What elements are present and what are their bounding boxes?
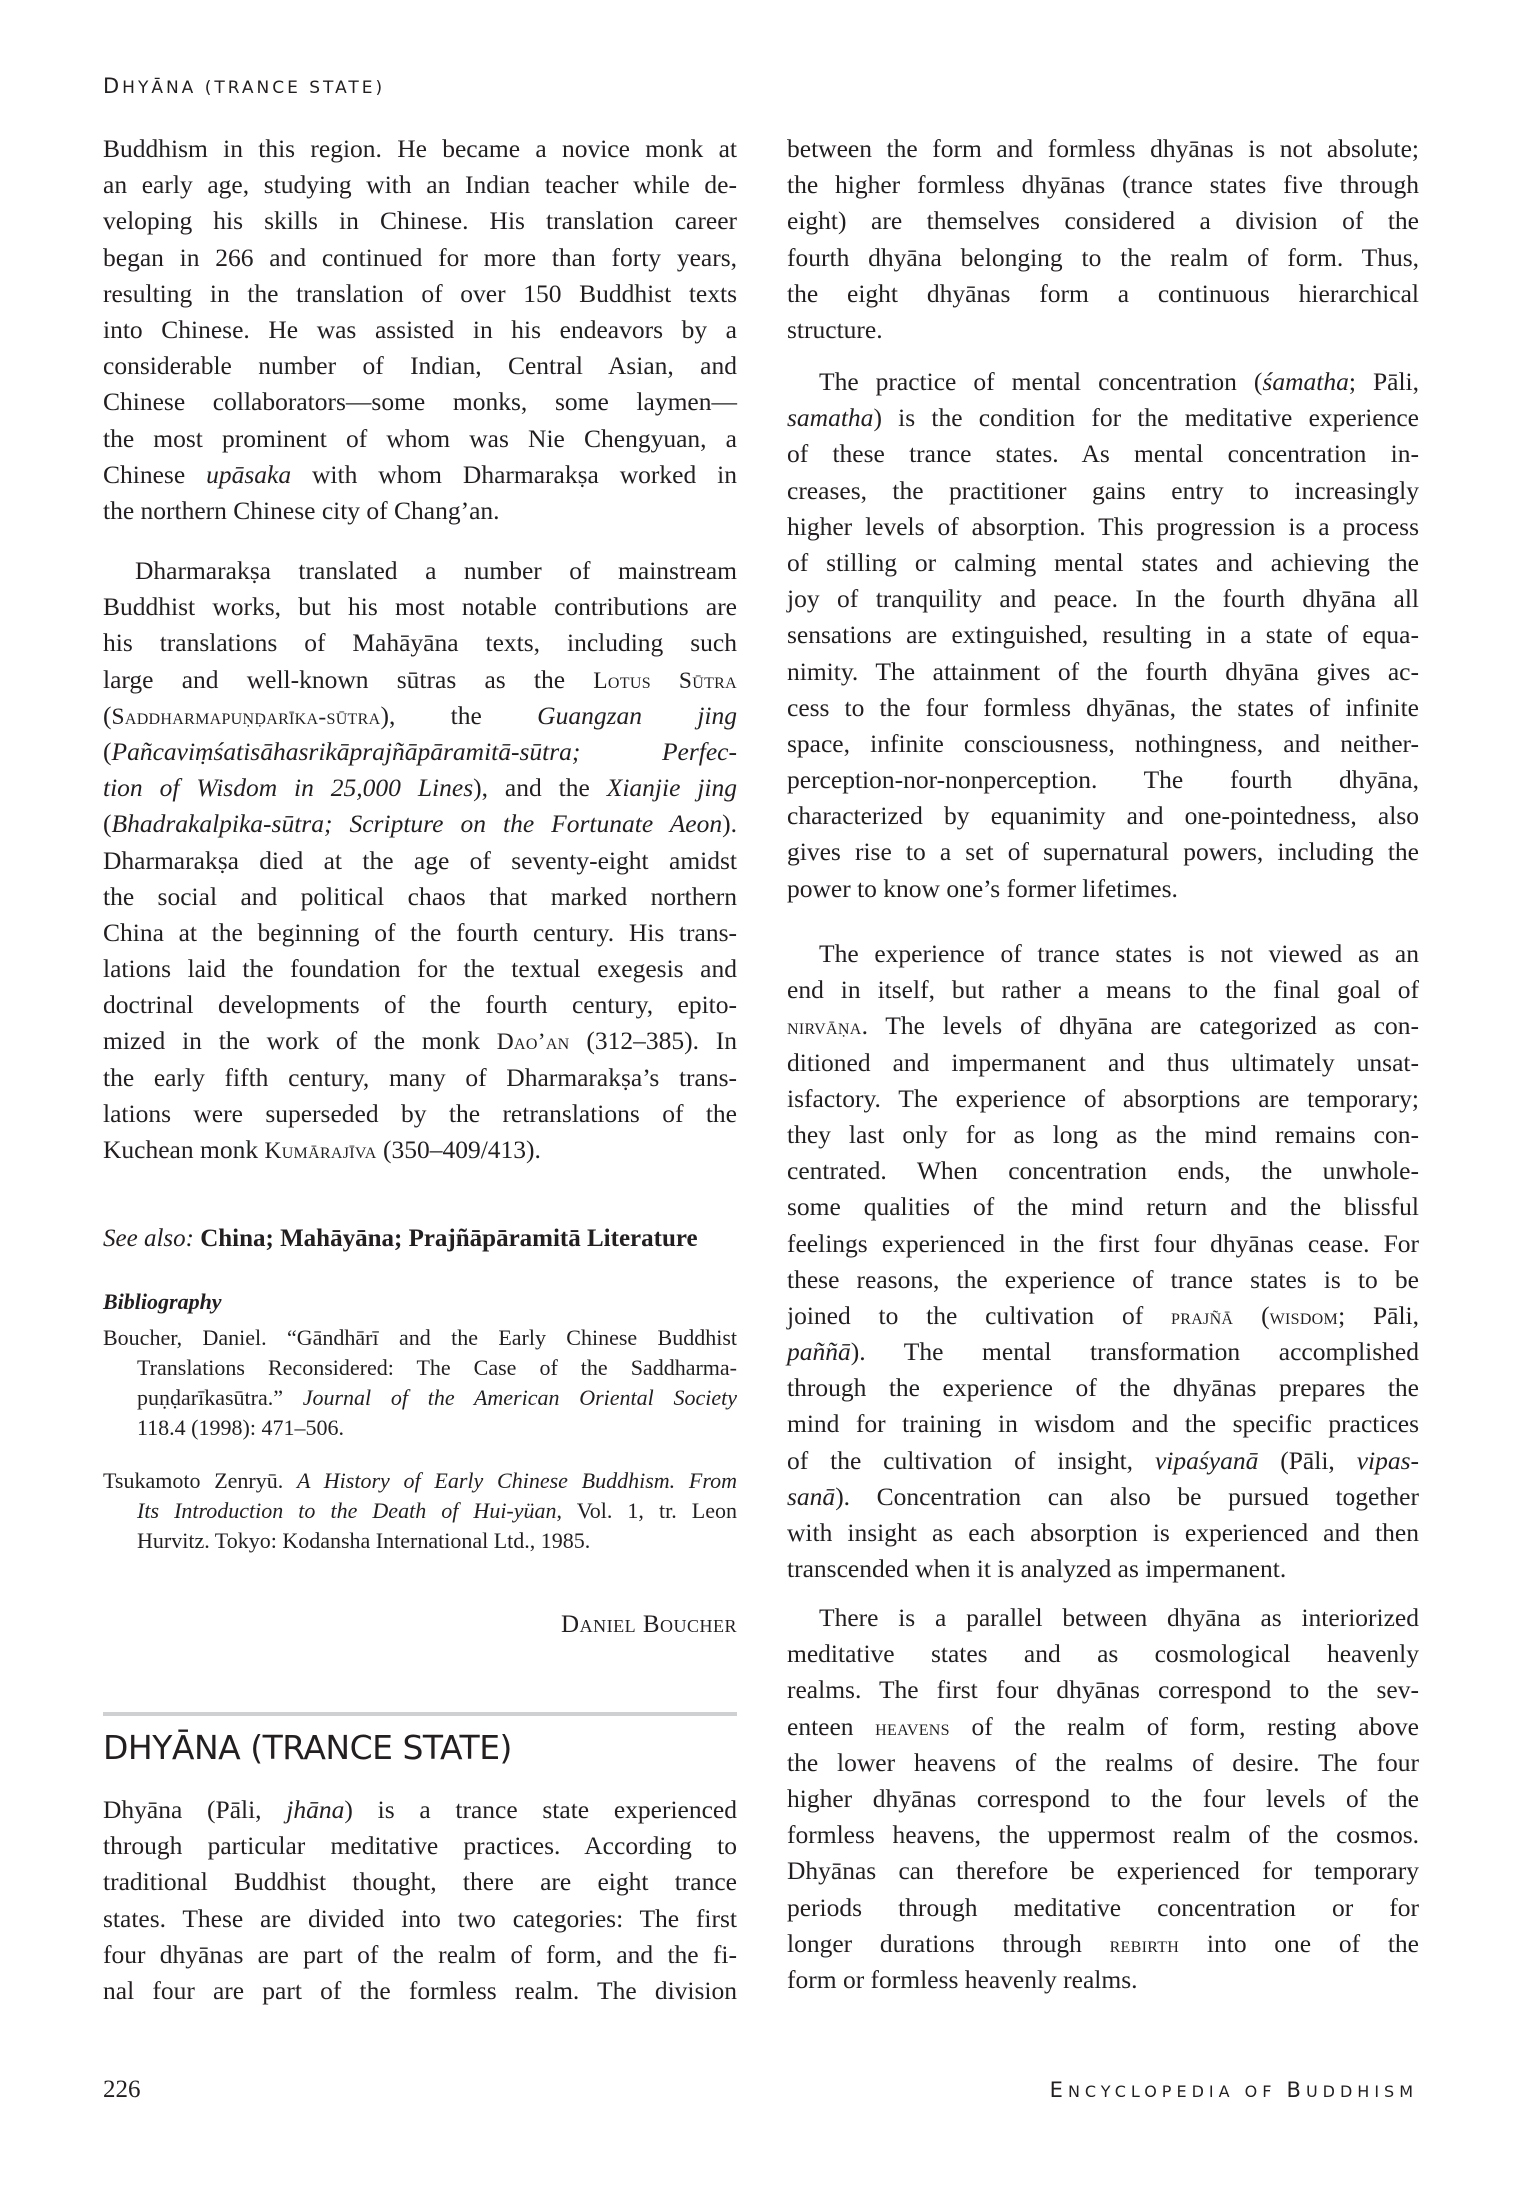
- text-span: (: [103, 809, 112, 839]
- paragraph-dharmaraksa-bio: [103, 131, 737, 529]
- text-span: ; Pāli,: [1348, 367, 1419, 396]
- text-span: (Pāli,: [1258, 1445, 1357, 1475]
- running-head: [103, 74, 385, 98]
- text-span: joined to the cultivation of: [787, 1300, 1172, 1330]
- text-span: (: [1233, 1300, 1270, 1330]
- cross-reference-link[interactable]: wisdom: [1269, 1303, 1339, 1330]
- text-line: centrated. When concentration ends, the unwhole-: [787, 1156, 1419, 1186]
- cross-reference-link[interactable]: Dao’an: [496, 1029, 570, 1056]
- text-span: ; Pāli,: [1338, 1300, 1419, 1330]
- cross-reference-link[interactable]: rebirth: [1109, 1931, 1180, 1958]
- bib-line: [103, 1496, 737, 1526]
- cross-reference-link[interactable]: Lotus Sūtra: [593, 667, 737, 694]
- paragraph-trance-not-end: [787, 936, 1419, 1587]
- text-line: Buddhist works, but his most notable contributions are: [103, 592, 737, 622]
- text-line: Dharmarakṣa translated a number of mainstream: [135, 556, 737, 585]
- text-span: enteen: [787, 1711, 876, 1741]
- see-also-links[interactable]: China; Mahāyāna; Prajñāpāramitā Literature: [193, 1225, 698, 1252]
- section-divider: [103, 1712, 737, 1716]
- text-line: perception-nor-nonperception. The fourth dhyāna,: [787, 765, 1419, 795]
- text-line: space, infinite consciousness, nothingness, and neither-: [787, 728, 1419, 758]
- text-line: power to know one’s former lifetimes.: [787, 873, 1178, 903]
- italic-term: upāsaka: [206, 459, 292, 489]
- text-line: [787, 364, 1419, 400]
- text-line: of these trance states. As mental concentration in-: [787, 439, 1419, 469]
- text-line: formless heavens, the uppermost realm of the cosmos.: [787, 1820, 1419, 1850]
- text-span: Dhyāna (Pāli,: [103, 1795, 287, 1824]
- bib-line: 118.4 (1998): 471–506.: [137, 1415, 344, 1440]
- text-line: the social and political chaos that marked northern: [103, 881, 737, 911]
- text-line: [103, 1023, 737, 1059]
- text-line: [103, 1132, 737, 1168]
- text-line: through the experience of the dhyānas prepares the: [787, 1373, 1419, 1403]
- text-line: form or formless heavenly realms.: [787, 1964, 1138, 1994]
- text-span: The practice of mental concentration (: [819, 367, 1263, 396]
- text-line: [787, 1008, 1419, 1044]
- text-line: fourth dhyāna belonging to the realm of form. Thus,: [787, 242, 1419, 272]
- text-line: the northern Chinese city of Chang’an.: [103, 495, 500, 525]
- text-line: [787, 1443, 1419, 1479]
- text-line: Buddhism in this region. He became a novice monk at: [103, 134, 737, 163]
- text-line: considerable number of Indian, Central Asian, and: [103, 351, 737, 381]
- text-span: into one of the: [1179, 1928, 1419, 1958]
- text-span: of the realm of form, resting above: [949, 1711, 1419, 1741]
- bib-line: Boucher, Daniel. “Gāndhārī and the Early Chinese Buddhist: [103, 1325, 737, 1350]
- text-line: nimity. The attainment of the fourth dhyāna gives ac-: [787, 656, 1419, 686]
- page-number: 226: [103, 2076, 141, 2103]
- running-head-initial: D: [103, 74, 123, 98]
- text-line: joy of tranquility and peace. In the fourth dhyāna all: [787, 584, 1419, 614]
- italic-term: paññā: [787, 1337, 851, 1367]
- text-line: [787, 1334, 1419, 1370]
- text-span: Chinese: [103, 459, 207, 489]
- text-span: (: [103, 736, 112, 766]
- text-line: China at the beginning of the fourth century. His trans-: [103, 917, 737, 947]
- text-line: [787, 1298, 1419, 1334]
- text-line: of stilling or calming mental states and achieving the: [787, 547, 1419, 577]
- cross-reference-link[interactable]: Kumārajīva: [264, 1138, 377, 1164]
- text-line: four dhyānas are part of the realm of form, and the fi-: [103, 1939, 737, 1969]
- text-line: cess to the four formless dhyānas, the states of infinite: [787, 692, 1419, 722]
- text-span: longer durations through: [787, 1928, 1110, 1958]
- text-line: these reasons, the experience of trance states is to be: [787, 1264, 1419, 1294]
- footer-initial: B: [1286, 2078, 1306, 2102]
- italic-term: sanā: [787, 1481, 836, 1511]
- text-line: mind for training in wisdom and the specific practices: [787, 1409, 1419, 1439]
- text-line: they last only for as long as the mind remains con-: [787, 1119, 1419, 1149]
- bib-line: [103, 1466, 737, 1496]
- text-line: the early fifth century, many of Dharmarakṣa’s trans-: [103, 1062, 737, 1092]
- text-line: [103, 770, 737, 806]
- text-line: Dharmarakṣa died at the age of seventy-eight amidst: [103, 845, 737, 875]
- text-line: [787, 1926, 1419, 1962]
- text-line: [787, 400, 1419, 436]
- text-span: Tsukamoto Zenryū.: [103, 1468, 297, 1493]
- footer-text: UDDHISM: [1305, 2082, 1418, 2101]
- book-title: A History of Early Chinese Buddhism. From: [297, 1468, 738, 1493]
- text-span: ) is a trance state experienced: [344, 1795, 738, 1824]
- text-span: (: [103, 700, 112, 730]
- text-line: sensations are extinguished, resulting in a state of equa-: [787, 620, 1419, 650]
- text-line: end in itself, but rather a means to the final goal of: [787, 975, 1419, 1005]
- text-span: mized in the work of the monk: [103, 1026, 497, 1056]
- text-span: ) is the condition for the meditative experience: [873, 403, 1419, 433]
- text-span: ).: [722, 809, 737, 839]
- text-line: Chinese collaborators—some monks, some laymen—: [103, 387, 737, 417]
- text-line: higher dhyānas correspond to the four levels of the: [787, 1783, 1419, 1813]
- text-line: the lower heavens of the realms of desire. The four: [787, 1747, 1419, 1777]
- cross-reference-link[interactable]: prajñā: [1171, 1303, 1234, 1330]
- text-span: (350–409/413).: [376, 1135, 541, 1164]
- text-line: [103, 806, 737, 842]
- text-line: his translations of Mahāyāna texts, including such: [103, 628, 737, 658]
- running-head-text: HYĀNA (TRANCE STATE): [122, 78, 386, 98]
- text-line: [103, 662, 737, 698]
- text-line: traditional Buddhist thought, there are eight trance: [103, 1867, 737, 1897]
- see-also: [103, 1221, 737, 1257]
- text-span: , Vol. 1, tr. Leon: [556, 1498, 737, 1523]
- bibliography-entry: [103, 1466, 737, 1556]
- text-line: with insight as each absorption is experienced and then: [787, 1518, 1419, 1547]
- text-line: into Chinese. He was assisted in his endeavors by a: [103, 314, 737, 344]
- text-line: nal four are part of the formless realm. The division: [103, 1975, 737, 2005]
- cross-reference-link[interactable]: Saddharmapuṇḍarīka-sūtra: [111, 703, 381, 730]
- bib-line: Translations Reconsidered: The Case of the Saddharma-: [137, 1355, 737, 1380]
- text-line: [103, 457, 737, 493]
- text-line: gives rise to a set of supernatural powers, including the: [787, 837, 1419, 867]
- bibliography-title: Bibliography: [103, 1289, 222, 1314]
- paragraph-mental-concentration: [787, 364, 1419, 907]
- text-line: an early age, studying with an Indian teacher while de-: [103, 170, 737, 200]
- cross-reference-link[interactable]: heavens: [875, 1714, 950, 1741]
- italic-term: vipaśyanā: [1154, 1445, 1259, 1475]
- text-span: ), the: [380, 700, 538, 730]
- text-line: periods through meditative concentration or for: [787, 1892, 1419, 1922]
- text-line: The experience of trance states is not viewed as an: [819, 939, 1419, 968]
- text-line: resulting in the translation of over 150 Buddhist texts: [103, 278, 737, 308]
- text-span: of the cultivation of insight,: [787, 1445, 1155, 1475]
- text-line: realms. The first four dhyānas correspond to the sev-: [787, 1675, 1419, 1705]
- text-line: higher levels of absorption. This progression is a process: [787, 511, 1419, 541]
- footer-text: NCYCLOPEDIA OF: [1067, 2082, 1287, 2101]
- text-line: Dhyānas can therefore be experienced for temporary: [787, 1856, 1419, 1886]
- bib-line: [103, 1383, 737, 1413]
- text-line: creases, the practitioner gains entry to increasingly: [787, 475, 1419, 505]
- text-line: some qualities of the mind return and the blissful: [787, 1192, 1419, 1222]
- text-line: states. These are divided into two categories: The first: [103, 1903, 737, 1933]
- see-also-label: See also:: [103, 1225, 194, 1252]
- text-span: . The levels of dhyāna are categorized as con-: [861, 1011, 1419, 1041]
- paragraph-dhyana-intro: [103, 1792, 737, 2009]
- text-line: feelings experienced in the first four dhyānas cease. For: [787, 1228, 1419, 1258]
- paragraph-cosmological-parallel: [787, 1600, 1419, 1998]
- text-line: lations were superseded by the retranslations of the: [103, 1098, 737, 1128]
- text-span: large and well-known sūtras as the: [103, 664, 594, 694]
- author-signature: Daniel Boucher: [561, 1611, 737, 1638]
- text-span: Kuchean monk: [103, 1135, 265, 1164]
- text-span: ). The mental transformation accomplished: [850, 1337, 1419, 1367]
- italic-term: śamatha: [1262, 367, 1349, 396]
- text-span: (312–385). In: [569, 1026, 737, 1056]
- text-span: ), and the: [473, 773, 607, 803]
- text-line: [103, 698, 737, 734]
- text-line: [787, 1479, 1419, 1515]
- text-line: structure.: [787, 314, 883, 344]
- text-line: [103, 734, 737, 770]
- book-title: Its Introduction to the Death of Hui-yüan: [137, 1498, 557, 1523]
- text-line: between the form and formless dhyānas is not absolute;: [787, 134, 1419, 163]
- text-line: lations laid the foundation for the textual exegesis and: [103, 954, 737, 984]
- italic-term: Guangzan jing: [537, 700, 737, 730]
- text-line: There is a parallel between dhyāna as interiorized: [819, 1603, 1419, 1632]
- text-line: eight) are themselves considered a division of the: [787, 206, 1419, 236]
- bib-line: Hurvitz. Tokyo: Kodansha International Ltd., 1985.: [137, 1528, 591, 1553]
- text-line: doctrinal developments of the fourth century, epito-: [103, 990, 737, 1020]
- bibliography-entry: [103, 1323, 737, 1443]
- text-span: with whom Dharmarakṣa worked in: [291, 459, 737, 489]
- paragraph-dharmaraksa-translations: [103, 553, 737, 1168]
- text-line: isfactory. The experience of absorptions are temporary;: [787, 1083, 1419, 1113]
- text-line: [787, 1709, 1419, 1745]
- italic-term: samatha: [787, 403, 874, 433]
- text-line: characterized by equanimity and one-pointedness, also: [787, 801, 1419, 831]
- text-line: began in 266 and continued for more than forty years,: [103, 242, 737, 272]
- text-line: transcended when it is analyzed as impermanent.: [787, 1554, 1287, 1584]
- text-line: through particular meditative practices. According to: [103, 1831, 737, 1861]
- italic-term: Bhadrakalpika-sūtra; Scripture on the Fortunate Aeon: [111, 809, 723, 839]
- italic-term: tion of Wisdom in 25,000 Lines: [103, 773, 474, 803]
- text-line: meditative states and as cosmological heavenly: [787, 1639, 1419, 1669]
- text-line: the most prominent of whom was Nie Chengyuan, a: [103, 423, 737, 453]
- text-span: puṇḍarīkasūtra.”: [137, 1385, 303, 1410]
- italic-term: Xianjie jing: [606, 773, 737, 803]
- paragraph-form-formless: [787, 131, 1419, 348]
- italic-term: Pañcaviṃśatisāhasrikāprajñāpāramitā-sūtra; Perfec-: [111, 736, 737, 766]
- text-line: veloping his skills in Chinese. His translation career: [103, 206, 737, 236]
- footer-book-title: [1050, 2078, 1418, 2102]
- text-line: ditioned and impermanent and thus ultimately unsat-: [787, 1047, 1419, 1077]
- text-span: ). Concentration can also be pursued together: [835, 1481, 1419, 1511]
- cross-reference-link[interactable]: nirvāṇa: [787, 1014, 862, 1041]
- italic-term: vipas-: [1356, 1445, 1420, 1475]
- section-heading: DHYĀNA (TRANCE STATE): [103, 1728, 512, 1767]
- footer-initial: E: [1049, 2078, 1068, 2102]
- text-line: the eight dhyānas form a continuous hierarchical: [787, 278, 1419, 308]
- text-line: [103, 1792, 737, 1828]
- journal-title: Journal of the American Oriental Society: [302, 1385, 737, 1410]
- text-line: the higher formless dhyānas (trance states five through: [787, 170, 1419, 200]
- italic-term: jhāna: [286, 1795, 345, 1824]
